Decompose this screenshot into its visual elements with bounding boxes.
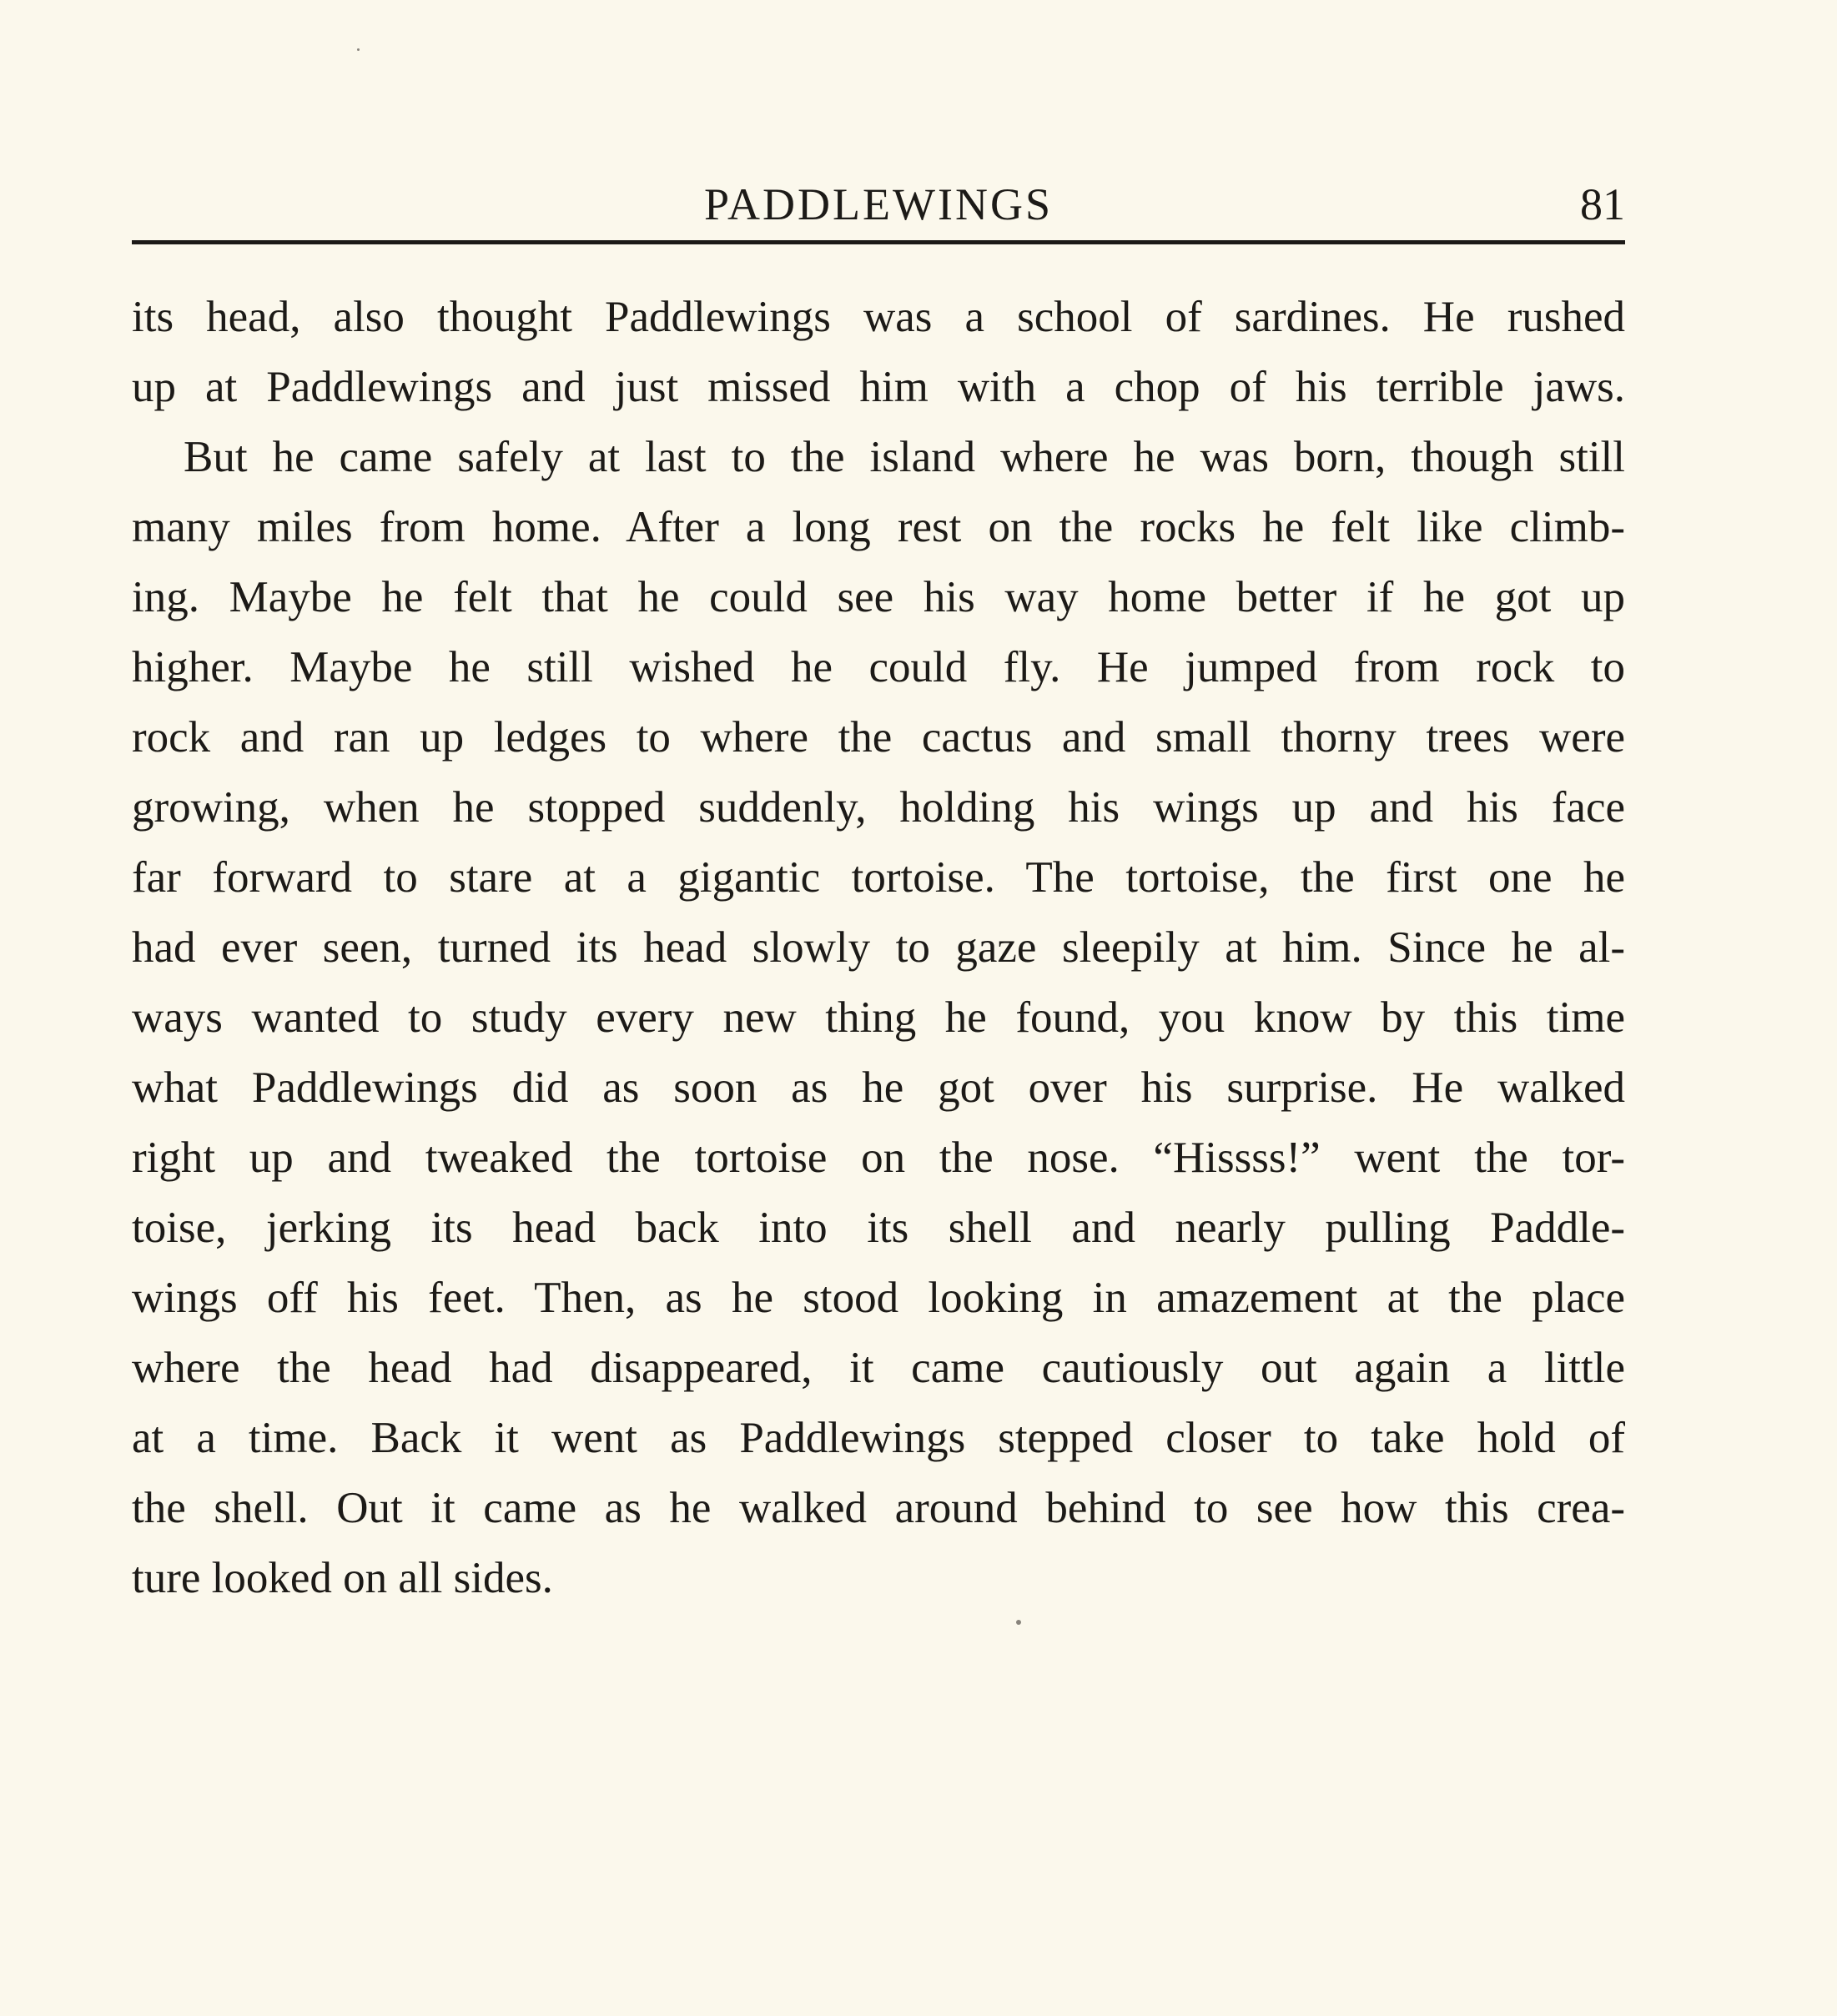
text-line: had ever seen, turned its head slowly to gaze sleepily at him. Since he al- (132, 923, 1625, 972)
text-line: what Paddlewings did as soon as he got over his surprise. He walked (132, 1063, 1625, 1112)
text-line: the shell. Out it came as he walked around behind to see how this crea- (132, 1484, 1625, 1532)
header-rule (132, 240, 1625, 244)
running-title: PADDLEWINGS (703, 179, 1053, 229)
running-head (132, 171, 1625, 238)
text-line: But he came safely at last to the island where he was born, though still (184, 433, 1625, 481)
print-speck (1016, 1620, 1021, 1625)
print-speck (357, 48, 360, 51)
text-line: ture looked on all sides. (132, 1554, 553, 1602)
text-line: where the head had disappeared, it came cautiously out again a little (132, 1344, 1625, 1392)
text-line: ing. Maybe he felt that he could see his way home better if he got up (132, 573, 1625, 621)
text-line: at a time. Back it went as Paddlewings stepped closer to take hold of (132, 1414, 1625, 1462)
page-number: 81 (1580, 179, 1625, 229)
text-line: higher. Maybe he still wished he could fly. He jumped from rock to (132, 643, 1625, 691)
text-line: toise, jerking its head back into its shell and nearly pulling Paddle- (132, 1204, 1625, 1252)
text-line: rock and ran up ledges to where the cactus and small thorny trees were (132, 713, 1625, 762)
text-line: up at Paddlewings and just missed him with a chop of his terrible jaws. (132, 363, 1625, 411)
text-line: its head, also thought Paddlewings was a school of sardines. He rushed (132, 293, 1625, 341)
text-line: many miles from home. After a long rest on the rocks he felt like climb- (132, 503, 1625, 551)
text-line: growing, when he stopped suddenly, holding his wings up and his face (132, 783, 1625, 832)
text-line: far forward to stare at a gigantic tortoise. The tortoise, the first one he (132, 853, 1625, 902)
text-line: ways wanted to study every new thing he found, you know by this time (132, 993, 1625, 1042)
text-line: right up and tweaked the tortoise on the nose. “Hissss!” went the tor- (132, 1134, 1625, 1182)
text-line: wings off his feet. Then, as he stood looking in amazement at the place (132, 1274, 1625, 1322)
body-text (132, 282, 1625, 1613)
